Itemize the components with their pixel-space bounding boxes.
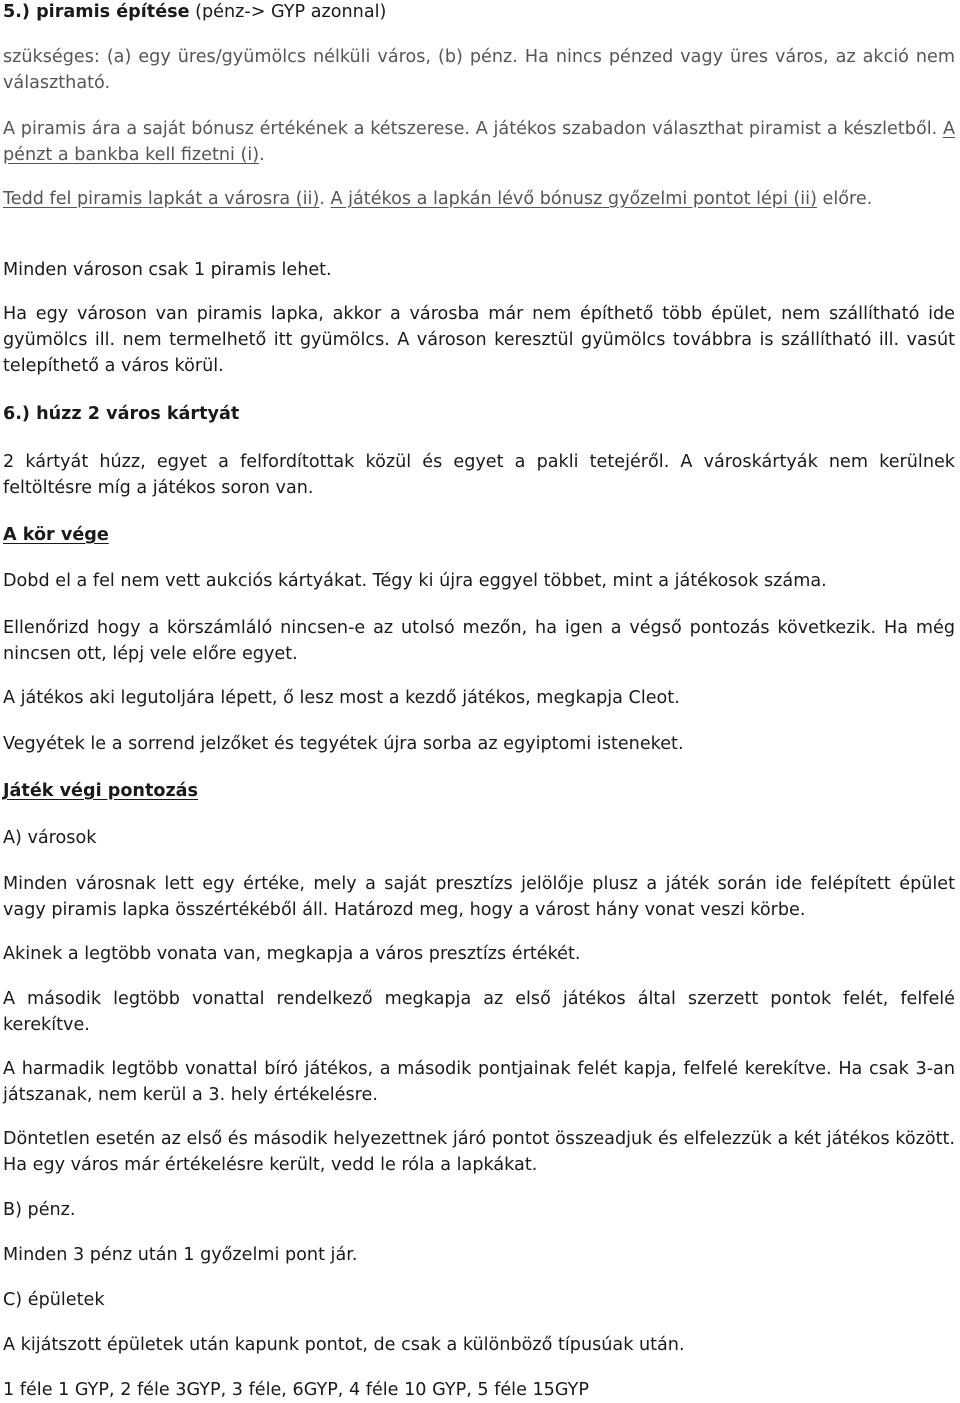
section-5-placement-mid: . bbox=[319, 189, 331, 209]
final-b-text: Minden 3 pénz után 1 győzelmi pont jár. bbox=[3, 1245, 358, 1265]
section-5-price bbox=[3, 116, 955, 168]
final-a-tie: Döntetlen esetén az első és második helyezettnek járó pontot összeadjuk és elfelezzük a két játékos között. Ha egy város már értékelésre került, vedd le róla a lapkákat. bbox=[3, 1129, 955, 1175]
section-5-price-end: . bbox=[259, 145, 265, 165]
final-c-points: 1 féle 1 GYP, 2 féle 3GYP, 3 féle, 6GYP, 4 féle 10 GYP, 5 féle 15GYP bbox=[3, 1380, 589, 1400]
round-end-discard: Dobd el a fel nem vett aukciós kártyákat. Tégy ki újra eggyel többet, mint a játékosok száma. bbox=[3, 571, 827, 591]
final-scoring-heading: Játék végi pontozás bbox=[3, 781, 199, 801]
section-5-restrictions: Ha egy városon van piramis lapka, akkor a városba már nem építhető több épület, nem szállítható ide gyümölcs ill. nem termelhető itt gyümölcs. A városon keresztül gyümölcs továbbra is szállítható ill. vasút telepíthető a város körül. bbox=[3, 304, 955, 376]
final-a-third: A harmadik legtöbb vonattal bíró játékos, a második pontjainak felét kapja, felfelé kerekítve. Ha csak 3-an játszanak, nem kerül a 3. hely értékelésre. bbox=[3, 1059, 955, 1105]
section-5-placement bbox=[3, 186, 955, 212]
final-b-title: B) pénz. bbox=[3, 1200, 76, 1220]
final-c-title: C) épületek bbox=[3, 1290, 105, 1310]
section-6-text: 2 kártyát húzz, egyet a felfordítottak közül és egyet a pakli tetejéről. A városkártyák nem kerülnek feltöltésre míg a játékos soron van. bbox=[3, 452, 955, 498]
section-5-placement-end: előre. bbox=[816, 189, 873, 209]
final-a-value: Minden városnak lett egy értéke, mely a saját presztízs jelölője plusz a játék során ide felépített épület vagy piramis lapka összértékéből áll. Határozd meg, hogy a várost hány vonat veszi körbe. bbox=[3, 874, 955, 920]
section-6-heading: 6.) húzz 2 város kártyát bbox=[3, 404, 240, 424]
final-a-most-trains: Akinek a legtöbb vonata van, megkapja a város presztízs értékét. bbox=[3, 944, 581, 964]
section-5-heading-bold: 5.) piramis építése bbox=[3, 2, 190, 22]
final-a-title: A) városok bbox=[3, 828, 97, 848]
section-5-price-underlined: A pénzt a bankba kell fizetni (i) bbox=[3, 119, 955, 165]
section-5-heading bbox=[3, 0, 386, 25]
round-end-heading: A kör vége bbox=[3, 525, 109, 545]
round-end-start-player: A játékos aki legutoljára lépett, ő lesz most a kezdő játékos, megkapja Cleot. bbox=[3, 688, 680, 708]
final-c-text: A kijátszott épületek után kapunk pontot, de csak a különböző típusúak után. bbox=[3, 1335, 685, 1355]
final-a-second: A második legtöbb vonattal rendelkező megkapja az első játékos által szerzett pontok felét, felfelé kerekítve. bbox=[3, 989, 955, 1035]
section-5-requirements: szükséges: (a) egy üres/gyümölcs nélküli város, (b) pénz. Ha nincs pénzed vagy üres város, az akció nem választható. bbox=[3, 47, 955, 93]
section-5-placement-underlined-2: A játékos a lapkán lévő bónusz győzelmi pontot lépi (ii) bbox=[330, 189, 817, 209]
section-5-placement-underlined-1: Tedd fel piramis lapkát a városra (ii) bbox=[3, 189, 320, 209]
section-5-price-text: A piramis ára a saját bónusz értékének a kétszerese. A játékos szabadon választhat piramist a készletből. bbox=[3, 119, 943, 139]
section-5-limit: Minden városon csak 1 piramis lehet. bbox=[3, 260, 332, 280]
section-5-heading-rest: (pénz-> GYP azonnal) bbox=[189, 2, 387, 22]
round-end-counter: Ellenőrizd hogy a körszámláló nincsen-e az utolsó mezőn, ha igen a végső pontozás következik. Ha még nincsen ott, lépj vele előre egyet. bbox=[3, 618, 955, 664]
round-end-order: Vegyétek le a sorrend jelzőket és tegyétek újra sorba az egyiptomi isteneket. bbox=[3, 734, 684, 754]
